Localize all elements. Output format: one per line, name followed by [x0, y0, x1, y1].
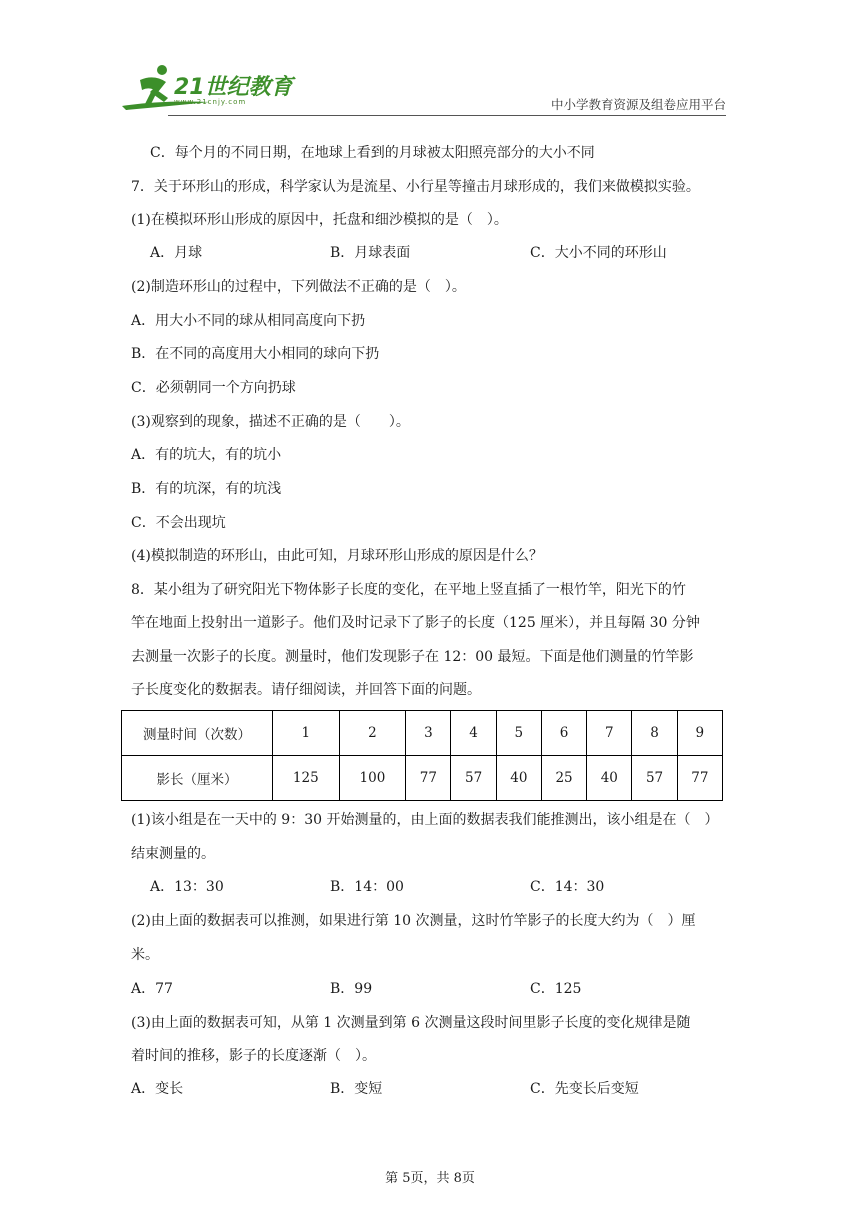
- shadow-length-table: [121, 710, 723, 801]
- q8-3-option-c: C．先变长后变短: [530, 1081, 639, 1097]
- page-header: [120, 62, 726, 120]
- q8-1-stem-line1: (1)该小组是在一天中的 9：30 开始测量的，由上面的数据表我们能推测出，该小组是在（ ）: [131, 812, 719, 828]
- q7-2-option-b: B．在不同的高度用大小相同的球向下扔: [131, 346, 380, 362]
- q8-1-option-a: A．13：30: [150, 879, 224, 895]
- q8-1-option-b: B．14：00: [330, 879, 404, 895]
- table-cell: 25: [541, 756, 586, 801]
- table-cell: 125: [273, 756, 340, 801]
- q8-stem-line1: 8．某小组为了研究阳光下物体影子长度的变化，在平地上竖直插了一根竹竿，阳光下的竹: [131, 582, 686, 598]
- q7-1-option-c: C．大小不同的环形山: [530, 245, 667, 261]
- table-cell: 57: [451, 756, 496, 801]
- logo: [120, 62, 300, 114]
- table-row-label: 测量时间（次数）: [122, 711, 273, 756]
- q8-2-stem-line2: 米。: [131, 947, 159, 963]
- q8-2-option-a: A．77: [131, 981, 173, 997]
- q8-1-stem-line2: 结束测量的。: [131, 846, 215, 862]
- q8-2-option-c: C．125: [530, 981, 582, 997]
- q7-2-option-c: C．必须朝同一个方向扔球: [131, 380, 296, 396]
- table-cell: 6: [541, 711, 586, 756]
- table-cell: 3: [406, 711, 451, 756]
- header-divider: [168, 115, 726, 116]
- q8-2-stem-line1: (2)由上面的数据表可以推测，如果进行第 10 次测量，这时竹竿影子的长度大约为（ ）厘: [131, 913, 696, 929]
- table-cell: 40: [496, 756, 541, 801]
- table-cell: 77: [677, 756, 722, 801]
- table-cell: 5: [496, 711, 541, 756]
- q7-3-option-b: B．有的坑深，有的坑浅: [131, 481, 282, 497]
- q7-2-option-a: A．用大小不同的球从相同高度向下扔: [131, 313, 366, 329]
- table-cell: 40: [587, 756, 632, 801]
- table-row-label: 影长（厘米）: [122, 756, 273, 801]
- q8-stem-line2: 竿在地面上投射出一道影子。他们及时记录下了影子的长度（125 厘米），并且每隔 30 分钟: [131, 615, 700, 631]
- page-footer: 第 5页，共 8页: [385, 1171, 475, 1186]
- q8-2-option-b: B．99: [330, 981, 373, 997]
- q8-1-option-c: C．14：30: [530, 879, 605, 895]
- svg-text:21世纪教育: 21世纪教育: [174, 75, 293, 100]
- q7-2-stem: (2)制造环形山的过程中，下列做法不正确的是（ ）。: [131, 279, 466, 295]
- table-cell: 100: [339, 756, 406, 801]
- q8-stem-line3: 去测量一次影子的长度。测量时，他们发现影子在 12：00 最短。下面是他们测量的竹竿影: [131, 649, 694, 665]
- q7-1-option-a: A．月球: [150, 245, 203, 261]
- platform-title: 中小学教育资源及组卷应用平台: [550, 97, 726, 112]
- q7-3-stem: (3)观察到的现象，描述不正确的是（ ）。: [131, 414, 410, 430]
- table-cell: 57: [632, 756, 677, 801]
- table-cell: 9: [677, 711, 722, 756]
- q7-3-option-c: C．不会出现坑: [131, 515, 226, 531]
- q8-3-option-a: A．变长: [131, 1081, 184, 1097]
- q8-3-stem-line2: 着时间的推移，影子的长度逐渐（ ）。: [131, 1048, 376, 1064]
- table-cell: 7: [587, 711, 632, 756]
- table-cell: 2: [339, 711, 406, 756]
- q7-1-stem: (1)在模拟环形山形成的原因中，托盘和细沙模拟的是（ ）。: [131, 212, 508, 228]
- q7-stem: 7．关于环形山的形成，科学家认为是流星、小行星等撞击月球形成的，我们来做模拟实验。: [131, 179, 700, 195]
- table-row: [122, 711, 723, 756]
- table-cell: 4: [451, 711, 496, 756]
- q8-stem-line4: 子长度变化的数据表。请仔细阅读，并回答下面的问题。: [131, 682, 481, 698]
- q7-4-stem: (4)模拟制造的环形山，由此可知，月球环形山形成的原因是什么？: [131, 548, 543, 564]
- q7-3-option-a: A．有的坑大，有的坑小: [131, 447, 282, 463]
- q6-option-c: C．每个月的不同日期，在地球上看到的月球被太阳照亮部分的大小不同: [150, 145, 595, 161]
- table-cell: 1: [273, 711, 340, 756]
- table-cell: 77: [406, 756, 451, 801]
- logo-website: www.21cnjy.com: [174, 98, 247, 106]
- q7-1-option-b: B．月球表面: [330, 245, 411, 261]
- runner-logo-icon: [120, 62, 300, 114]
- q8-3-option-b: B．变短: [330, 1081, 383, 1097]
- q8-3-stem-line1: (3)由上面的数据表可知，从第 1 次测量到第 6 次测量这段时间里影子长度的变化规律是随: [131, 1015, 691, 1031]
- table-row: [122, 756, 723, 801]
- table-cell: 8: [632, 711, 677, 756]
